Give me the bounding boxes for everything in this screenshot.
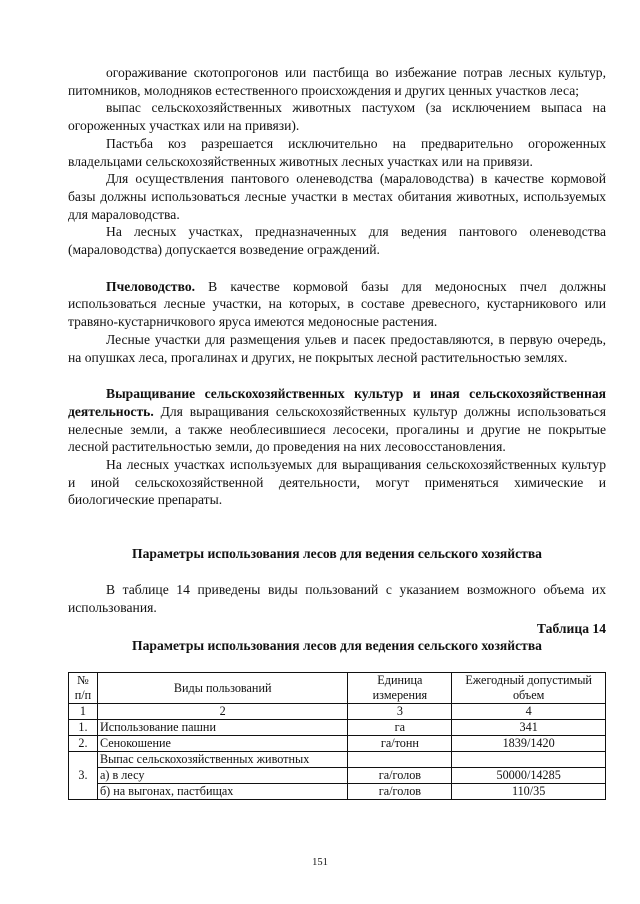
crops-heading: Выращивание сельскохозяйственных культур и иная сельскохозяйственная деятельность. xyxy=(68,386,606,419)
paragraph: Для осуществления пантового оленеводства (мараловодства) в качестве кормовой базы должны использоваться лесные участки в местах обитания животных, используемых для мараловодства. xyxy=(68,171,606,222)
row-number: 2. xyxy=(69,736,98,752)
row-number: 1. xyxy=(69,720,98,736)
column-number: 4 xyxy=(452,704,606,720)
beekeeping-text: В качестве кормовой базы для медоносных пчел должны использоваться лесные участки, на которых, в составе древесного, кустарникового или травяно-кустарничкового яруса имеются медоносные растения. xyxy=(68,278,606,330)
paragraph: выпас сельскохозяйственных животных пастухом (за исключением выпаса на огороженных участках или на привязи). xyxy=(68,100,606,134)
table-row xyxy=(69,736,606,752)
crops-paragraph xyxy=(68,385,606,456)
table-row xyxy=(69,784,606,800)
header-cell: Виды пользований xyxy=(97,673,348,704)
table-row xyxy=(69,768,606,784)
table-row xyxy=(69,752,606,768)
paragraph: огораживание скотопрогонов или пастбища во избежание потрав лесных культур, питомников, молодняков естественного происхождения и других ценных участков леса; xyxy=(68,65,606,98)
usage-type: а) в лесу xyxy=(97,768,348,784)
table-title: Параметры использования лесов для ведения сельского хозяйства xyxy=(132,638,542,654)
table-label: Таблица 14 xyxy=(536,620,606,636)
header-cell: Ежегодный допустимый объем xyxy=(452,673,606,704)
paragraph: На лесных участках, предназначенных для ведения пантового оленеводства (мараловодства) допускается возведение ограждений. xyxy=(68,224,606,258)
column-number: 2 xyxy=(97,704,348,720)
column-number: 1 xyxy=(69,704,98,720)
unit: га xyxy=(348,720,452,736)
intro-paragraph: В таблице 14 приведены виды пользований с указанием возможного объема их использования. xyxy=(68,582,606,615)
table-header-row xyxy=(69,673,606,704)
volume: 50000/14285 xyxy=(452,768,606,784)
volume: 110/35 xyxy=(452,784,606,800)
beekeeping-heading: Пчеловодство. xyxy=(106,278,196,294)
crops-text: Для выращивания сельскохозяйственных культур должны использоваться нелесные земли, а также необлесившиеся лесосеки, прогалины и другие не покрытые лесной растительностью земли, до проведения на них лесовосстановления. xyxy=(68,403,606,455)
section-title: Параметры использования лесов для ведения сельского хозяйства xyxy=(132,546,542,562)
unit: га/тонн xyxy=(348,736,452,752)
usage-type: Выпас сельскохозяйственных животных xyxy=(97,752,348,768)
usage-type: Сенокошение xyxy=(97,736,348,752)
page-content xyxy=(68,64,606,800)
page-number: 151 xyxy=(312,857,328,868)
table-row xyxy=(69,720,606,736)
paragraph: Пастьба коз разрешается исключительно на предварительно огороженных владельцами сельскохозяйственных животных лесных участках или на привязи. xyxy=(68,135,606,169)
usage-type: Использование пашни xyxy=(97,720,348,736)
usage-type: б) на выгонах, пастбищах xyxy=(97,784,348,800)
header-cell: Единица измерения xyxy=(348,673,452,704)
row-number: 3. xyxy=(69,752,98,800)
column-number-row xyxy=(69,704,606,720)
paragraph: Лесные участки для размещения ульев и пасек предоставляются, в первую очередь, на опушках леса, прогалинах и других, не покрытых лесной растительностью землях. xyxy=(68,331,606,365)
volume: 1839/1420 xyxy=(452,736,606,752)
usage-table xyxy=(68,672,606,800)
beekeeping-paragraph xyxy=(68,278,606,331)
paragraph: На лесных участках используемых для выращивания сельскохозяйственных культур и иной сельскохозяйственной деятельности, могут применяться химические и биологические препараты. xyxy=(68,457,606,508)
header-cell: № п/п xyxy=(69,673,98,704)
unit: га/голов xyxy=(348,784,452,800)
volume: 341 xyxy=(452,720,606,736)
column-number: 3 xyxy=(348,704,452,720)
unit: га/голов xyxy=(348,768,452,784)
